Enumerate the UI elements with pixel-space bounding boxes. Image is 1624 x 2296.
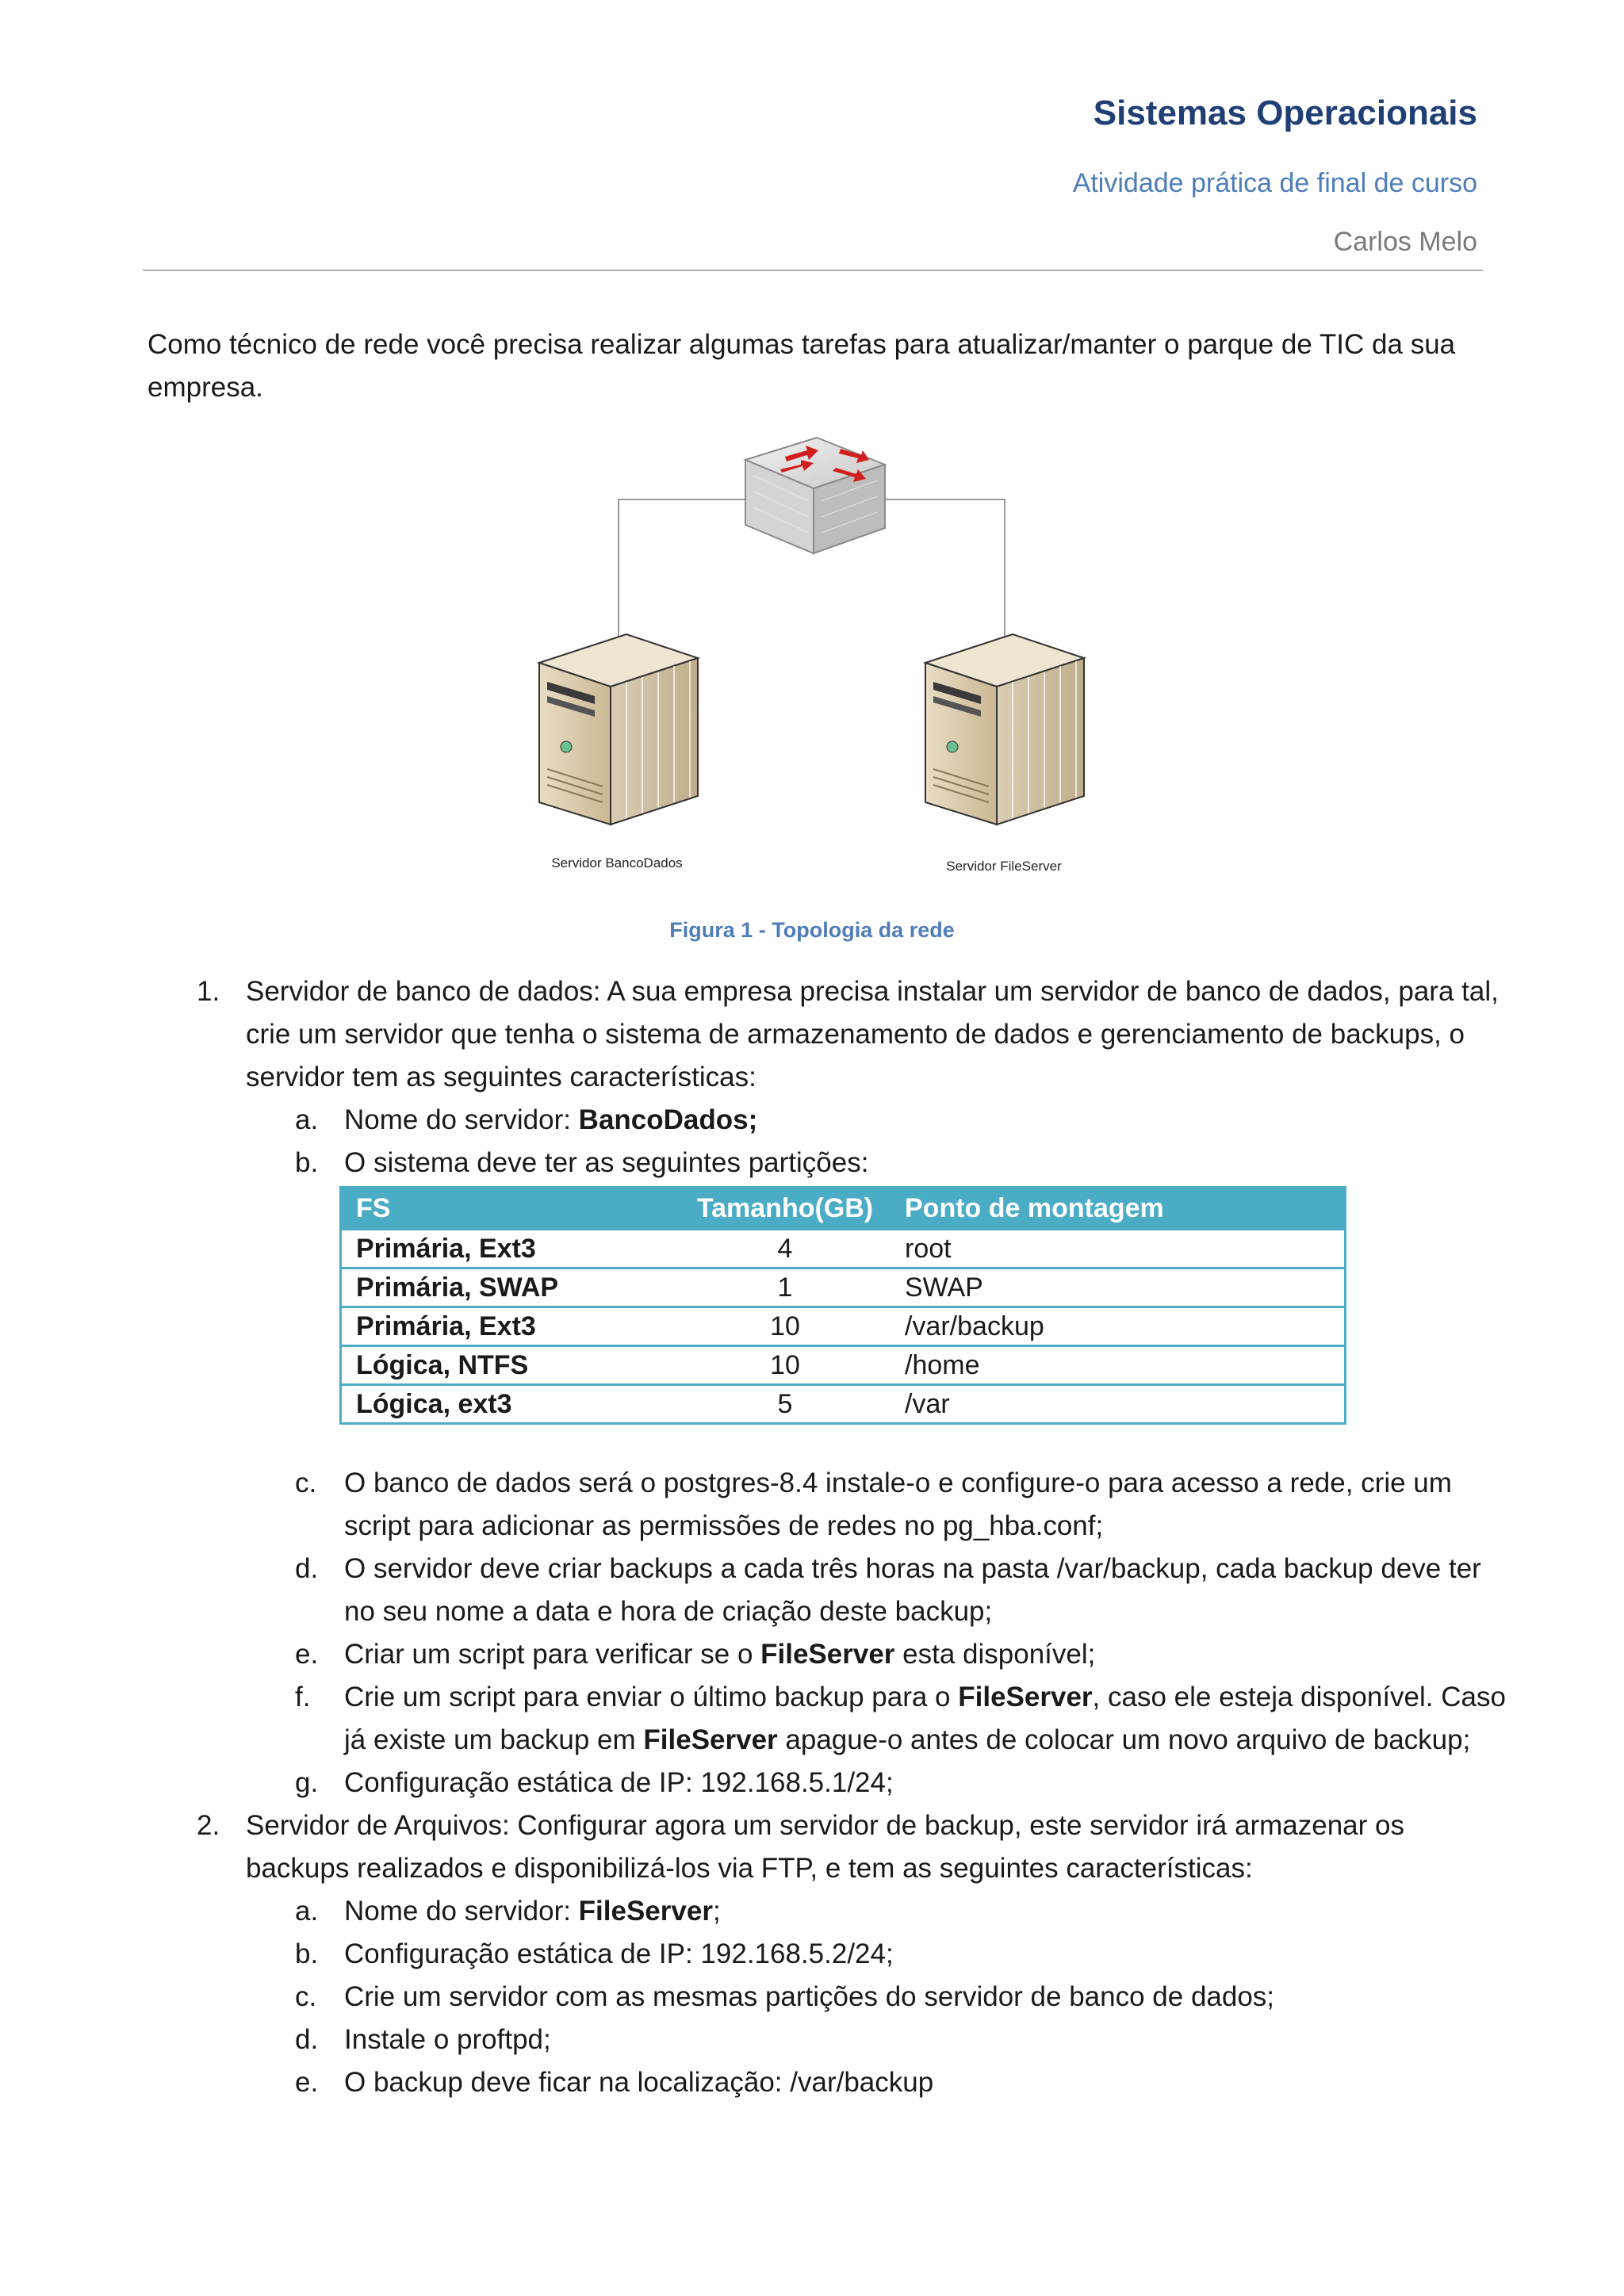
item1-a-text: Nome do servidor: BancoDados; <box>344 1104 758 1135</box>
item2-b-text: Configuração estática de IP: 192.168.5.2/24; <box>344 1938 894 1969</box>
table-row <box>341 1307 1346 1346</box>
cell-fs: Primária, Ext3 <box>341 1230 680 1269</box>
file-server-icon <box>925 634 1084 825</box>
item1-f-line-1: Crie um script para enviar o último backup para o FileServer, caso ele esteja disponível. Caso <box>344 1682 1506 1712</box>
item2-e-letter: e. <box>295 2067 319 2098</box>
item1-c-line-1: O banco de dados será o postgres-8.4 instale-o e configure-o para acesso a rede, crie um <box>344 1468 1452 1498</box>
cell-mount: root <box>891 1230 1346 1269</box>
database-server-icon <box>539 634 698 825</box>
cell-size: 10 <box>680 1346 891 1385</box>
document-subtitle: Atividade prática de final de curso <box>1072 168 1477 198</box>
database-server-label: Servidor BancoDados <box>551 855 683 871</box>
table-row <box>341 1269 1346 1307</box>
item1-b-letter: b. <box>295 1147 319 1178</box>
item1-d-letter: d. <box>295 1553 319 1584</box>
item1-b-text: O sistema deve ter as seguintes partições: <box>344 1147 869 1178</box>
item1-g-letter: g. <box>295 1767 319 1798</box>
header-divider <box>143 270 1483 271</box>
item1-f-letter: f. <box>295 1682 311 1712</box>
item1-line-3: servidor tem as seguintes características: <box>246 1062 756 1093</box>
cell-fs: Primária, Ext3 <box>341 1307 680 1346</box>
item1-line-1: Servidor de banco de dados: A sua empresa precisa instalar um servidor de banco de dados, para tal, <box>246 976 1499 1007</box>
cell-mount: SWAP <box>891 1269 1346 1307</box>
cell-mount: /home <box>891 1346 1346 1385</box>
item1-c-line-2: script para adicionar as permissões de redes no pg_hba.conf; <box>344 1510 1104 1541</box>
item2-c-text: Crie um servidor com as mesmas partições do servidor de banco de dados; <box>344 1981 1275 2012</box>
item1-e-letter: e. <box>295 1639 319 1670</box>
item2-b-letter: b. <box>295 1938 319 1969</box>
document-author: Carlos Melo <box>1333 227 1477 257</box>
intro-paragraph: Como técnico de rede você precisa realizar algumas tarefas para atualizar/manter o parque de TIC da sua empresa. <box>147 329 1456 403</box>
item2-d-letter: d. <box>295 2024 319 2055</box>
item2-line-2: backups realizados e disponibilizá-los via FTP, e tem as seguintes características: <box>246 1853 1253 1884</box>
item2-e-text: O backup deve ficar na localização: /var/backup <box>344 2067 934 2098</box>
table-row <box>341 1385 1346 1424</box>
cell-fs: Lógica, ext3 <box>341 1385 680 1424</box>
column-header-fs: FS <box>341 1188 680 1230</box>
file-server-label: Servidor FileServer <box>946 859 1062 874</box>
column-header-mount: Ponto de montagem <box>891 1188 1346 1230</box>
item1-a-letter: a. <box>295 1104 319 1135</box>
item1-c-letter: c. <box>295 1468 317 1498</box>
network-switch-icon <box>745 438 885 553</box>
item1-g-text: Configuração estática de IP: 192.168.5.1/24; <box>344 1767 894 1798</box>
table-row <box>341 1346 1346 1385</box>
item2-d-text: Instale o proftpd; <box>344 2024 551 2055</box>
item2-c-letter: c. <box>295 1981 317 2012</box>
list-number-1: 1. <box>197 976 220 1007</box>
figure-caption: Figura 1 - Topologia da rede <box>669 918 955 942</box>
cell-mount: /var/backup <box>891 1307 1346 1346</box>
partitions-table <box>339 1186 1346 1425</box>
cell-size: 1 <box>680 1269 891 1307</box>
cell-size: 4 <box>680 1230 891 1269</box>
item2-a-text: Nome do servidor: FileServer; <box>344 1896 721 1927</box>
cell-fs: Primária, SWAP <box>341 1269 680 1307</box>
item1-d-line-2: no seu nome a data e hora de criação deste backup; <box>344 1596 993 1627</box>
network-topology-figure <box>508 428 1110 888</box>
cell-fs: Lógica, NTFS <box>341 1346 680 1385</box>
item1-line-2: crie um servidor que tenha o sistema de armazenamento de dados e gerenciamento de backups, o <box>246 1019 1465 1050</box>
item1-f-line-2: já existe um backup em FileServer apague-o antes de colocar um novo arquivo de backup; <box>344 1724 1471 1755</box>
item1-d-line-1: O servidor deve criar backups a cada três horas na pasta /var/backup, cada backup deve ter <box>344 1553 1481 1584</box>
item2-line-1: Servidor de Arquivos: Configurar agora um servidor de backup, este servidor irá armazenar os <box>246 1810 1404 1841</box>
column-header-size: Tamanho(GB) <box>680 1188 891 1230</box>
cell-size: 5 <box>680 1385 891 1424</box>
cell-mount: /var <box>891 1385 1346 1424</box>
item1-e-text: Criar um script para verificar se o FileServer esta disponível; <box>344 1639 1096 1670</box>
table-header-row <box>341 1188 1346 1230</box>
document-title: Sistemas Operacionais <box>1093 94 1477 132</box>
list-number-2: 2. <box>197 1810 220 1841</box>
item2-a-letter: a. <box>295 1896 319 1927</box>
cell-size: 10 <box>680 1307 891 1346</box>
table-row <box>341 1230 1346 1269</box>
